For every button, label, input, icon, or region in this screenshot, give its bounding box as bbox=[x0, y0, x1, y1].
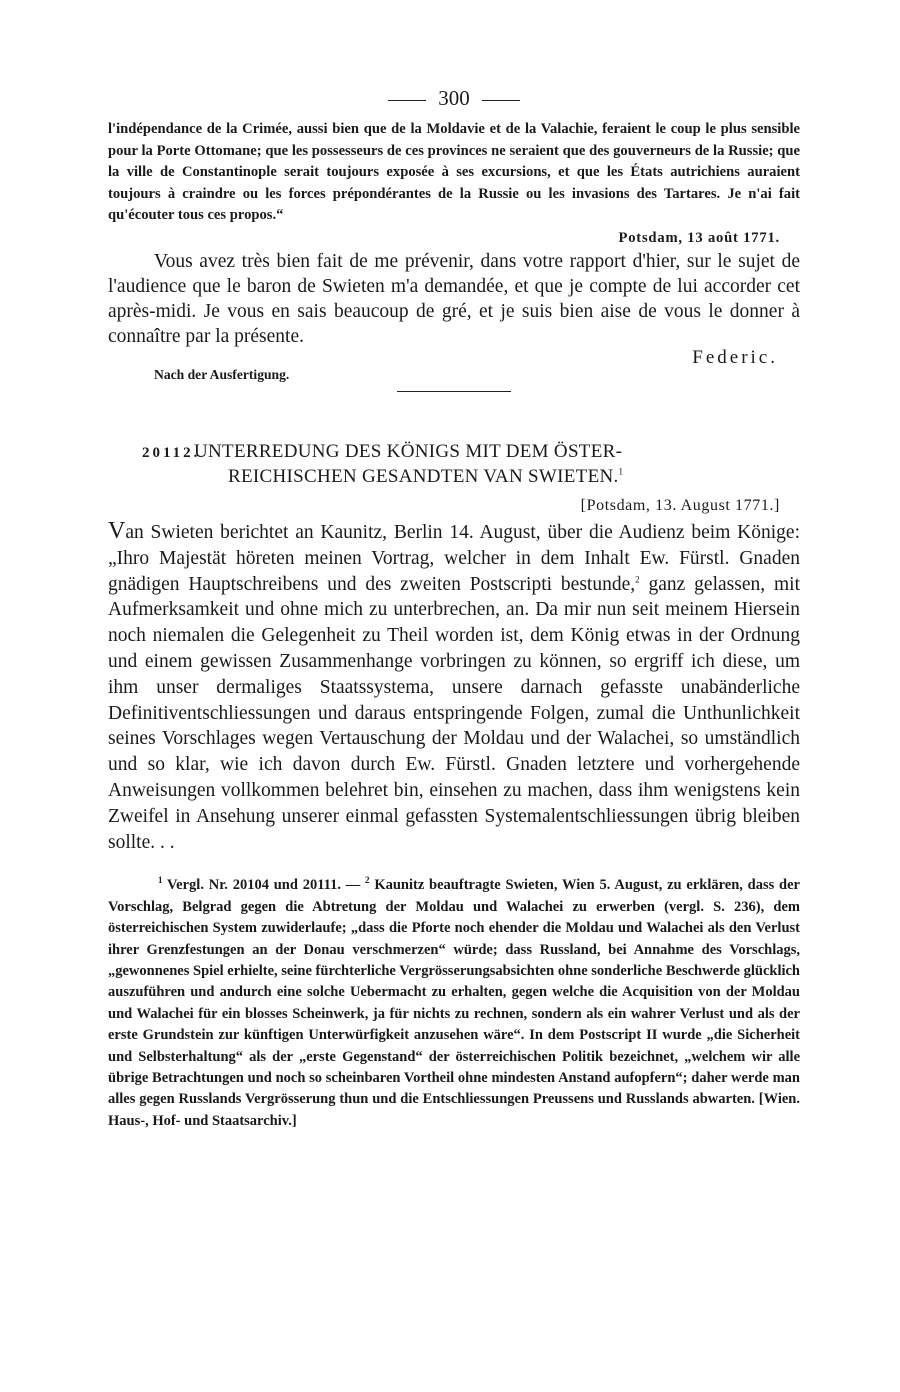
section-title bbox=[108, 440, 800, 489]
footnote-1: Vergl. Nr. 20104 und 20111. — bbox=[167, 877, 361, 894]
section-text-part1: an Swieten berichtet an Kaunitz, Berlin 14. August, über die Audienz beim Könige: „Ihro Majestät höreten meinen Vortrag, welcher in dem Inhalt Ew. Fürstl. Gnaden gnädigen Hauptschreibens und des zweiten Postscripti bestunde, bbox=[108, 521, 800, 595]
header-dash-right bbox=[482, 100, 520, 101]
reply-body bbox=[108, 249, 800, 349]
section-title-line1: UNTERREDUNG DES KÖNIGS MIT DEM ÖSTER- bbox=[194, 440, 623, 462]
reply-text: Vous avez très bien fait de me prévenir, dans votre rapport d'hier, sur le sujet de l'audience que le baron de Swieten m'a demandée, et que je compte de lui accorder cet après-midi. Je vous en sais beaucoup de gré, et je suis bien aise de vous le donner à connaître par la présente. bbox=[108, 250, 800, 347]
document-page bbox=[108, 86, 800, 1132]
footnote-mark-2: 2 bbox=[365, 875, 370, 886]
footnotes bbox=[108, 875, 800, 1132]
letter-end bbox=[108, 119, 800, 227]
section-divider bbox=[397, 391, 511, 392]
footnote bbox=[108, 875, 800, 1132]
page-number: 300 bbox=[438, 86, 470, 110]
header-dash-left bbox=[388, 100, 426, 101]
letter-end-text: l'indépendance de la Crimée, aussi bien que de la Moldavie et de la Valachie, feraient le coup le plus sensible pour la Porte Ottomane; que les possesseurs de ces provinces ne seraient que des gouverneurs de la Russie; que la ville de Constantinople serait toujours exposée à ses excursions, et que les États autrichiens auraient toujours à craindre ou les forces prépondérantes de la Russie ou les invasions des Tartares. Je n'ai fait qu'écouter tous ces propos.“ bbox=[108, 121, 800, 224]
title-footnote-ref: 1 bbox=[618, 466, 624, 477]
source-note: Nach der Ausfertigung. bbox=[154, 366, 290, 382]
signature-row bbox=[108, 346, 800, 383]
section-text-part2: ganz gelassen, mit Aufmerksamkeit und ohne mich zu unterbrechen, an. Da mir nun seit meinem Hiersein noch niemalen die Gelegenheit zu Theil worden ist, dem König etwas in der Ordnung und einem gewissen Zusammenhange vorbringen zu können, so ergriff ich diese, um ihm unser dermaliges Staatssystema, unsere darnach gefasste unabänderliche Definitiventschliessungen und daraus entspringende Folgen, zumal die Unthunlichkeit seines Vorschlages wegen Vertauschung der Moldau und der Walachei, so umständlich und so klar, wie ich davon durch Ew. Fürstl. Gnaden letztere und vorhergehende Anweisungen vollkommen belehret bin, einsehen zu machen, dass ihm wenigstens kein Zweifel in Ansehung unserer einmal gefassten Systemalentschliessungen übrig bleiben sollte. . . bbox=[108, 573, 801, 853]
section-number: 20112. bbox=[142, 444, 201, 461]
signature: Federic. bbox=[692, 346, 778, 368]
section-title-line2: REICHISCHEN GESANDTEN VAN SWIETEN. bbox=[228, 465, 619, 487]
footnote-mark-1: 1 bbox=[158, 875, 163, 886]
page-header bbox=[108, 86, 800, 111]
drop-cap: V bbox=[108, 517, 126, 544]
body-footnote-ref: 2 bbox=[635, 574, 640, 585]
reply-dateline: Potsdam, 13 août 1771. bbox=[618, 229, 780, 246]
footnote-2: Kaunitz beauftragte Swieten, Wien 5. August, zu erklären, dass der Vorschlag, Belgrad gegen die Abtretung der Moldau und Walachei zu erwerben (vergl. S. 236), dem österreichischen System zuwiderlaufe; „dass die Pforte noch ehender die Moldau und Walachei als den Verlust ihrer Grenzfestungen an der Donau verschmerzen“ würde; dass Russland, bei Annahme des Vorschlags, „gewonnenes Spiel erhielte, seine fürchterliche Vergrösserungsabsichten ohne sonderliche Beschwerde glücklich auszuführen und andurch eine solche Uebermacht zu erhalten, gegen welche die Acquisition von der Moldau und Walachei für ein blosses Scheinwerk, ja für nichts zu rechnen, sondern als ein wahrer Verlust und als der erste Grundstein zur künftigen Unterwürfigkeit anzusehen wäre“. In dem Postscript II wurde „die Sicherheit und Selbsterhaltung“ als der „erste Gegenstand“ der österreichischen Politik bezeichnet, „welchem wir alle übrige Betrachtungen und noch so scheinbaren Vortheil ohne mindesten Anstand aufopfern“; daher werde man alles gegen Russlands Vergrösserung thun und die Entschliessungen Preussens und Russlands abwarten. [Wien. Haus-, Hof- und Staatsarchiv.] bbox=[108, 877, 800, 1129]
section-text bbox=[108, 519, 800, 855]
section-dateline: [Potsdam, 13. August 1771.] bbox=[580, 496, 780, 514]
section-body bbox=[108, 519, 800, 855]
